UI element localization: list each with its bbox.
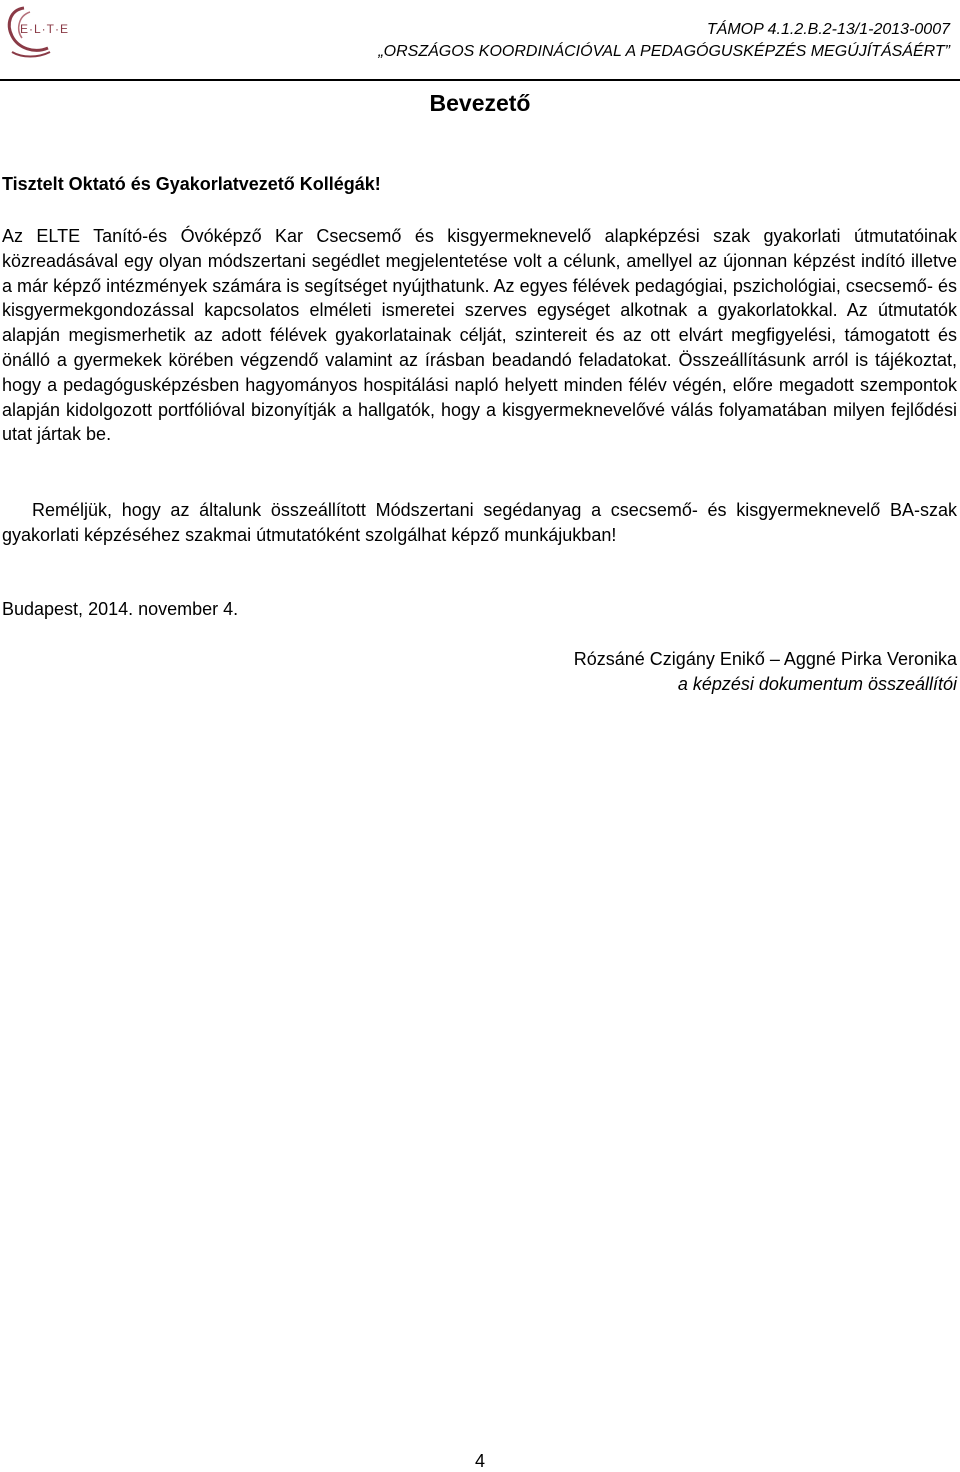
salutation: Tisztelt Oktató és Gyakorlatvezető Kollégák! xyxy=(2,174,381,194)
signature-role: a képzési dokumentum összeállítói xyxy=(677,674,957,694)
intro-paragraph: Az ELTE Tanító-és Óvóképző Kar Csecsemő és kisgyermeknevelő alapképzési szak gyakorlati útmutatóinak közreadásával egy olyan módszertani segédlet megjelentetése volt a célunk, amellyel az újonnan képzést indító illetve a már képző intézmények számára is segítséget nyújthatunk. Az egyes félévek pedagógiai, pszichológiai, csecsemő- és kisgyermekgondozással kapcsolatos elméleti ismeretei szerves egységet alkotnak a gyakorlatokkal. Az útmutatók alapján megismerhetik az adott félévek gyakorlatainak célját, szintereit és az ott elvárt megfigyelési, támogatott és önálló a gyermekek körében végzendő valamint az írásban beadandó feladatokat. Összeállításunk arról is tájékoztat, hogy a pedagógusképzésben hagyományos hospitálási napló helyett minden félév végén, előre megadott szempontok alapján kidolgozott portfólióval bizonyítják a hallgatók, hogy a kisgyermeknevelővé válás folyamatában milyen fejlődési utat jártak be. xyxy=(2,226,957,445)
closing-paragraph: Reméljük, hogy az általunk összeállított Módszertani segédanyag a csecsemő- és kisgyermeknevelő BA-szak gyakorlati képzéséhez szakmai útmutatóként szolgálhat képző munkájukban! xyxy=(2,500,957,545)
header-divider xyxy=(0,79,960,81)
page-title: Bevezető xyxy=(429,90,531,116)
project-info xyxy=(378,19,950,63)
date-line: Budapest, 2014. november 4. xyxy=(2,599,239,619)
project-code: TÁMOP 4.1.2.B.2-13/1-2013-0007 xyxy=(706,21,950,38)
elte-logo xyxy=(4,4,76,60)
elte-logo-text: E·L·T·E xyxy=(20,22,69,36)
project-title: „ORSZÁGOS KOORDINÁCIÓVAL A PEDAGÓGUSKÉPZÉS MEGÚJÍTÁSÁÉRT” xyxy=(378,43,950,60)
page-header xyxy=(0,0,960,82)
signature-names: Rózsáné Czigány Enikő – Aggné Pirka Veronika xyxy=(573,649,957,669)
signature-block xyxy=(574,647,957,697)
page-number: 4 xyxy=(474,1451,485,1471)
